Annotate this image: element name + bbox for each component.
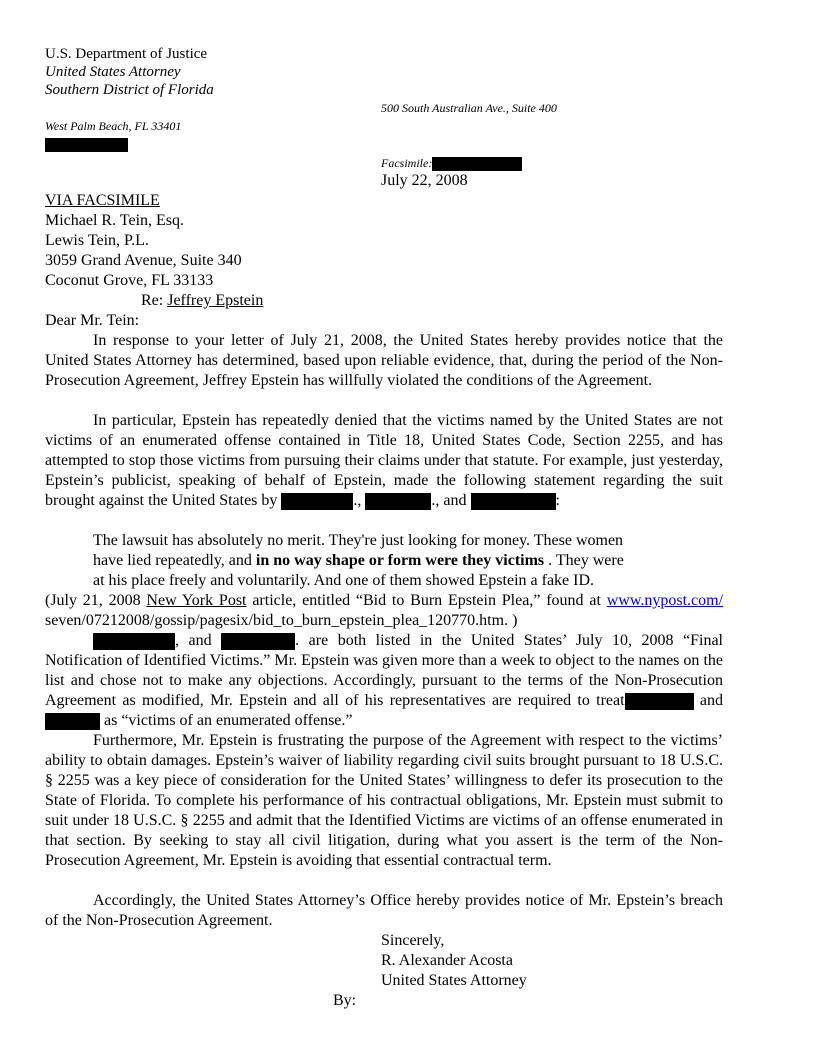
redaction-victim-1: [281, 493, 353, 510]
p2-text: In particular, Epstein has repeatedly denied that the victims named by the United States are not victims of an enumerated offense contained in Title 18, United States Code, Section 2255, and has attempted to stop those victims from pursuing their claims under that statute. For example, just yesterday, Epstein’s publicist, speaking of behalf of Epstein, made the following statement regarding the suit brought against the United States by: [45, 412, 723, 509]
p2-sep-2: ., and: [431, 492, 471, 509]
recipient-city: Coconut Grove, FL 33133: [45, 272, 214, 289]
redaction-victim-a: [93, 633, 175, 650]
letterhead-city: West Palm Beach, FL 33401: [45, 119, 182, 133]
p3-text: . are both listed in the United States’ July 10, 2008 “Final Notification of Identified Victims.” Mr. Epstein was given more than a week to object to the names on the list and chose not to make any objections. Accordingly, pursuant to the terms of the Non-Prosecution Agreement as modified, Mr. Epstein and all of his representatives are required to treat: [45, 632, 724, 709]
letterhead-address: 500 South Australian Ave., Suite 400: [381, 101, 557, 115]
facsimile-label: Facsimile:: [381, 156, 433, 170]
cite-newspaper: New York Post: [146, 592, 247, 609]
redaction-victim-d: [45, 713, 100, 730]
nypost-link[interactable]: www.nypost.com/: [606, 592, 724, 609]
body-paragraph-5: Accordingly, the United States Attorney’s Office hereby provides notice of Mr. Epstein’s breach of the Non-Prosecution Agreement.: [45, 892, 723, 929]
signatory-title: United States Attorney: [381, 972, 527, 989]
body-paragraph-2: [45, 411, 723, 511]
p2-colon: :: [555, 492, 560, 509]
letterhead-dept: U.S. Department of Justice: [45, 46, 208, 62]
quote-l2-text-a: have lied repeatedly, and: [93, 552, 256, 569]
by-line: By:: [333, 992, 357, 1009]
recipient-street: 3059 Grand Avenue, Suite 340: [45, 252, 242, 269]
p2-sep-1: .,: [353, 492, 366, 509]
cite-text-c: seven/07212008/gossip/pagesix/bid_to_burn_epstein_plea_120770.htm. ): [45, 612, 518, 629]
redaction-victim-c: [625, 693, 694, 710]
p3-and: , and: [175, 632, 222, 649]
recipient-name: Michael R. Tein, Esq.: [45, 212, 185, 229]
letterhead-office: United States Attorney: [45, 64, 181, 80]
recipient-firm: Lewis Tein, P.L.: [45, 232, 149, 249]
p3-and-2: and: [693, 692, 723, 709]
quote-line-1: The lawsuit has absolutely no merit. They're just looking for money. These women: [93, 532, 624, 549]
closing-sincerely: Sincerely,: [381, 932, 445, 949]
body-paragraph-1: In response to your letter of July 21, 2008, the United States hereby provides notice that the United States Attorney has determined, based upon reliable evidence, that, during the period of the Non-Prosecution Agreement, Jeffrey Epstein has willfully violated the conditions of the Agreement.: [45, 332, 723, 389]
citation: [45, 591, 723, 631]
re-line: [141, 291, 263, 311]
letterhead-district: Southern District of Florida: [45, 82, 214, 98]
cite-text-b: article, entitled “Bid to Burn Epstein Plea,” found at: [246, 592, 607, 609]
quote-line-2: [93, 551, 624, 571]
redaction-victim-2: [365, 493, 431, 510]
re-subject: Jeffrey Epstein: [167, 292, 264, 309]
facsimile-line: [381, 156, 522, 171]
signatory-name: R. Alexander Acosta: [381, 952, 513, 969]
p3-end: as “victims of an enumerated offense.”: [100, 712, 353, 729]
quote-l2-text-b: . They were: [544, 552, 624, 569]
letter-date: July 22, 2008: [381, 172, 468, 189]
cite-text-a: (July 21, 2008: [45, 592, 147, 609]
salutation: Dear Mr. Tein:: [45, 312, 140, 329]
body-paragraph-4: Furthermore, Mr. Epstein is frustrating the purpose of the Agreement with respect to the victims’ ability to obtain damages. Epstein’s waiver of liability regarding civil suits brought pursuant to 18 U.S.C. § 2255 was a key piece of consideration for the United States’ willingness to defer its prosecution to the State of Florida. To complete his performance of his contractual obligations, Mr. Epstein must submit to suit under 18 U.S.C. § 2255 and admit that the Identified Victims are victims of an offense enumerated in that section. By seeking to stay all civil litigation, during what you assert is the term of the Non-Prosecution Agreement, Mr. Epstein is avoiding that essential contractual term.: [45, 732, 723, 869]
redaction-victim-3: [471, 493, 556, 510]
quote-line-3: at his place freely and voluntarily. And one of them showed Epstein a fake ID.: [93, 572, 595, 589]
body-paragraph-3: [45, 631, 723, 731]
re-label: Re:: [141, 292, 168, 309]
redaction-victim-b: [221, 633, 295, 650]
redaction-phone: [45, 138, 128, 152]
via-facsimile: VIA FACSIMILE: [45, 192, 160, 209]
redaction-facsimile: [432, 157, 522, 171]
quote-l2-bold: in no way shape or form were they victims: [255, 552, 545, 569]
